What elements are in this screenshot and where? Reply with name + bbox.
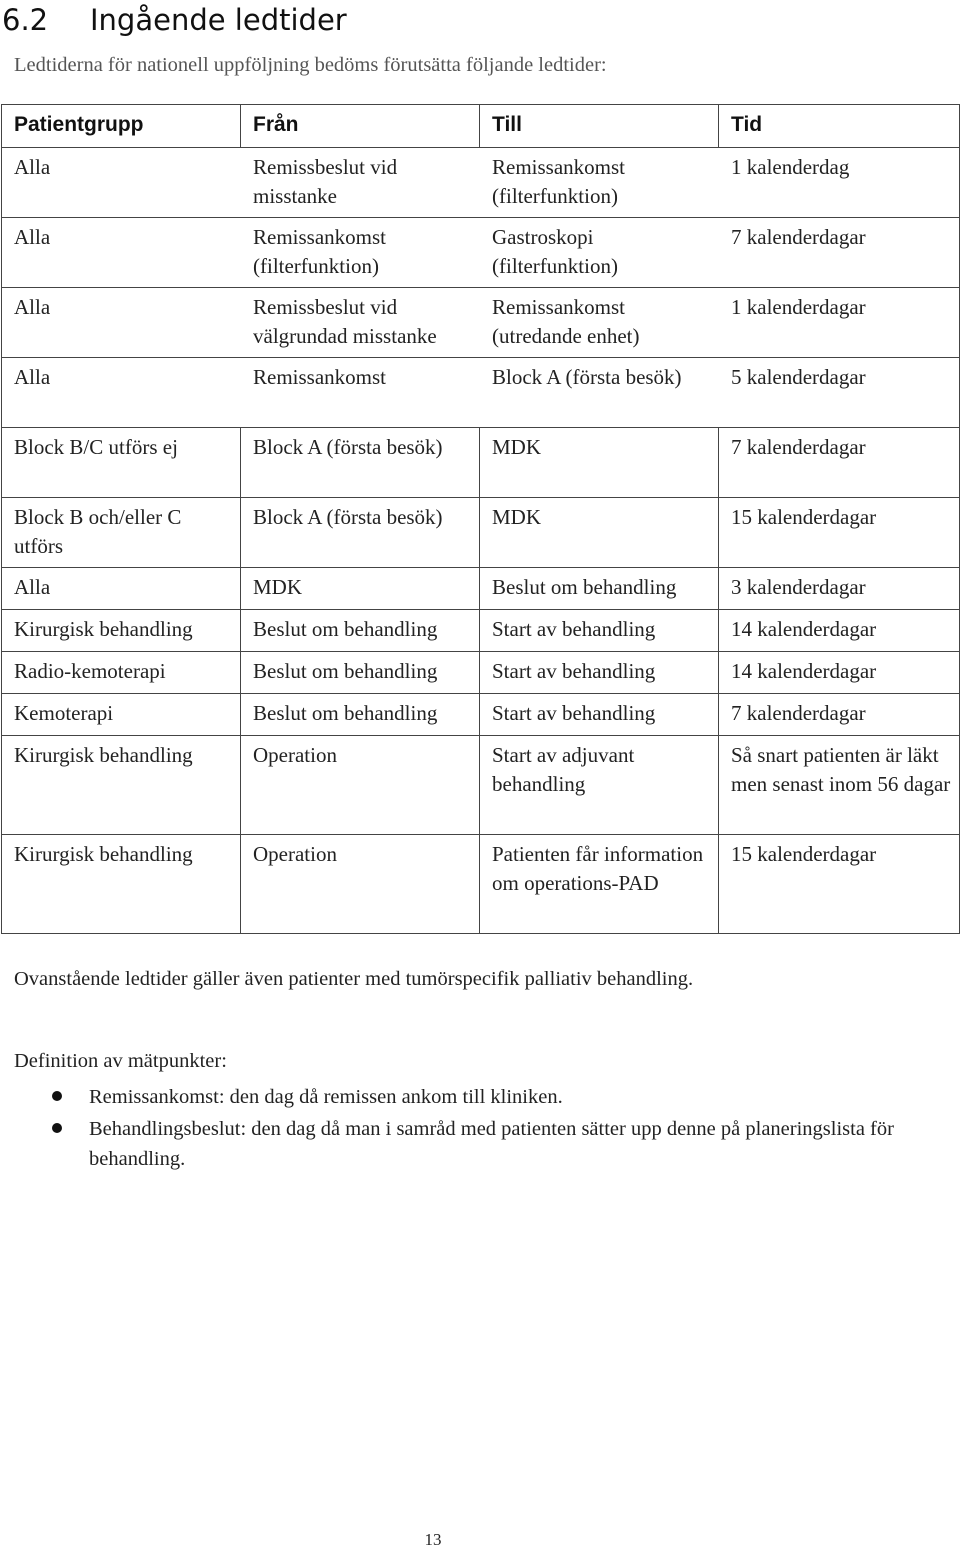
table-header-row bbox=[2, 105, 960, 148]
cell-patientgrupp: Kirurgisk behandling bbox=[2, 736, 241, 835]
bullet-icon bbox=[52, 1091, 62, 1101]
table-row bbox=[2, 610, 960, 652]
cell-patientgrupp: Radio-kemoterapi bbox=[2, 652, 241, 694]
cell-till: Start av behandling bbox=[480, 652, 719, 694]
cell-tid: 7 kalenderdagar bbox=[719, 428, 960, 498]
cell-tid: 1 kalenderdag bbox=[719, 148, 960, 218]
cell-till: MDK bbox=[480, 498, 719, 568]
cell-patientgrupp: Kirurgisk behandling bbox=[2, 610, 241, 652]
section-title: Ingående ledtider bbox=[90, 3, 347, 37]
cell-fran: Beslut om behandling bbox=[241, 610, 480, 652]
header-tid: Tid bbox=[719, 105, 960, 148]
definitions-list bbox=[0, 1082, 900, 1176]
cell-till: Start av adjuvant behandling bbox=[480, 736, 719, 835]
cell-patientgrupp: Alla bbox=[2, 568, 241, 610]
cell-patientgrupp: Block B och/eller C utförs bbox=[2, 498, 241, 568]
bullet-icon bbox=[52, 1123, 62, 1133]
table-row bbox=[2, 498, 960, 568]
table-row bbox=[2, 288, 960, 358]
header-fran: Från bbox=[241, 105, 480, 148]
cell-fran: Block A (första besök) bbox=[241, 428, 480, 498]
cell-till: Beslut om behandling bbox=[480, 568, 719, 610]
definitions-title: Definition av mätpunkter: bbox=[14, 1050, 227, 1072]
cell-patientgrupp: Kirurgisk behandling bbox=[2, 835, 241, 934]
section-heading bbox=[0, 0, 347, 40]
cell-patientgrupp: Alla bbox=[2, 358, 241, 428]
cell-fran: Beslut om behandling bbox=[241, 652, 480, 694]
header-patientgrupp: Patientgrupp bbox=[2, 105, 241, 148]
cell-tid: 7 kalenderdagar bbox=[719, 218, 960, 288]
header-till: Till bbox=[480, 105, 719, 148]
cell-patientgrupp: Alla bbox=[2, 148, 241, 218]
cell-tid: 15 kalenderdagar bbox=[719, 498, 960, 568]
cell-till: MDK bbox=[480, 428, 719, 498]
cell-fran: Remissankomst (filterfunktion) bbox=[241, 218, 480, 288]
table-row bbox=[2, 736, 960, 835]
cell-fran: Remissbeslut vid misstanke bbox=[241, 148, 480, 218]
list-item bbox=[0, 1082, 900, 1112]
cell-fran: Remissankomst bbox=[241, 358, 480, 428]
cell-fran: Block A (första besök) bbox=[241, 498, 480, 568]
cell-fran: Operation bbox=[241, 736, 480, 835]
cell-fran: Remissbeslut vid välgrundad misstanke bbox=[241, 288, 480, 358]
table-row bbox=[2, 694, 960, 736]
cell-tid: 14 kalenderdagar bbox=[719, 652, 960, 694]
page-number: 13 bbox=[424, 1530, 442, 1549]
cell-till: Start av behandling bbox=[480, 694, 719, 736]
table-row bbox=[2, 652, 960, 694]
section-number: 6.2 bbox=[2, 3, 49, 37]
cell-tid: Så snart patienten är läkt men senast inom 56 dagar bbox=[719, 736, 960, 835]
list-item bbox=[0, 1114, 900, 1174]
cell-till: Remissankomst (utredande enhet) bbox=[480, 288, 719, 358]
cell-patientgrupp: Alla bbox=[2, 288, 241, 358]
cell-fran: Operation bbox=[241, 835, 480, 934]
table-row bbox=[2, 835, 960, 934]
cell-tid: 3 kalenderdagar bbox=[719, 568, 960, 610]
intro-text: Ledtiderna för nationell uppföljning bedöms förutsätta följande ledtider: bbox=[14, 54, 607, 76]
table-row bbox=[2, 428, 960, 498]
table-row bbox=[2, 568, 960, 610]
cell-fran: Beslut om behandling bbox=[241, 694, 480, 736]
cell-fran: MDK bbox=[241, 568, 480, 610]
lead-times-table bbox=[1, 104, 960, 934]
cell-tid: 14 kalenderdagar bbox=[719, 610, 960, 652]
cell-till: Remissankomst (filterfunktion) bbox=[480, 148, 719, 218]
cell-till: Block A (första besök) bbox=[480, 358, 719, 428]
cell-till: Start av behandling bbox=[480, 610, 719, 652]
cell-tid: 5 kalenderdagar bbox=[719, 358, 960, 428]
palliative-note: Ovanstående ledtider gäller även patienter med tumörspecifik palliativ behandling. bbox=[14, 968, 694, 990]
cell-tid: 15 kalenderdagar bbox=[719, 835, 960, 934]
cell-till: Patienten får information om operations-PAD bbox=[480, 835, 719, 934]
cell-patientgrupp: Kemoterapi bbox=[2, 694, 241, 736]
table-row bbox=[2, 218, 960, 288]
definition-text: Remissankomst: den dag då remissen ankom till kliniken. bbox=[89, 1086, 563, 1108]
definition-text: Behandlingsbeslut: den dag då man i samråd med patienten sätter upp denne på planeringslista för behandling. bbox=[89, 1118, 894, 1170]
cell-till: Gastroskopi (filterfunktion) bbox=[480, 218, 719, 288]
cell-patientgrupp: Alla bbox=[2, 218, 241, 288]
cell-tid: 7 kalenderdagar bbox=[719, 694, 960, 736]
table-row bbox=[2, 148, 960, 218]
cell-patientgrupp: Block B/C utförs ej bbox=[2, 428, 241, 498]
table-row bbox=[2, 358, 960, 428]
cell-tid: 1 kalenderdagar bbox=[719, 288, 960, 358]
